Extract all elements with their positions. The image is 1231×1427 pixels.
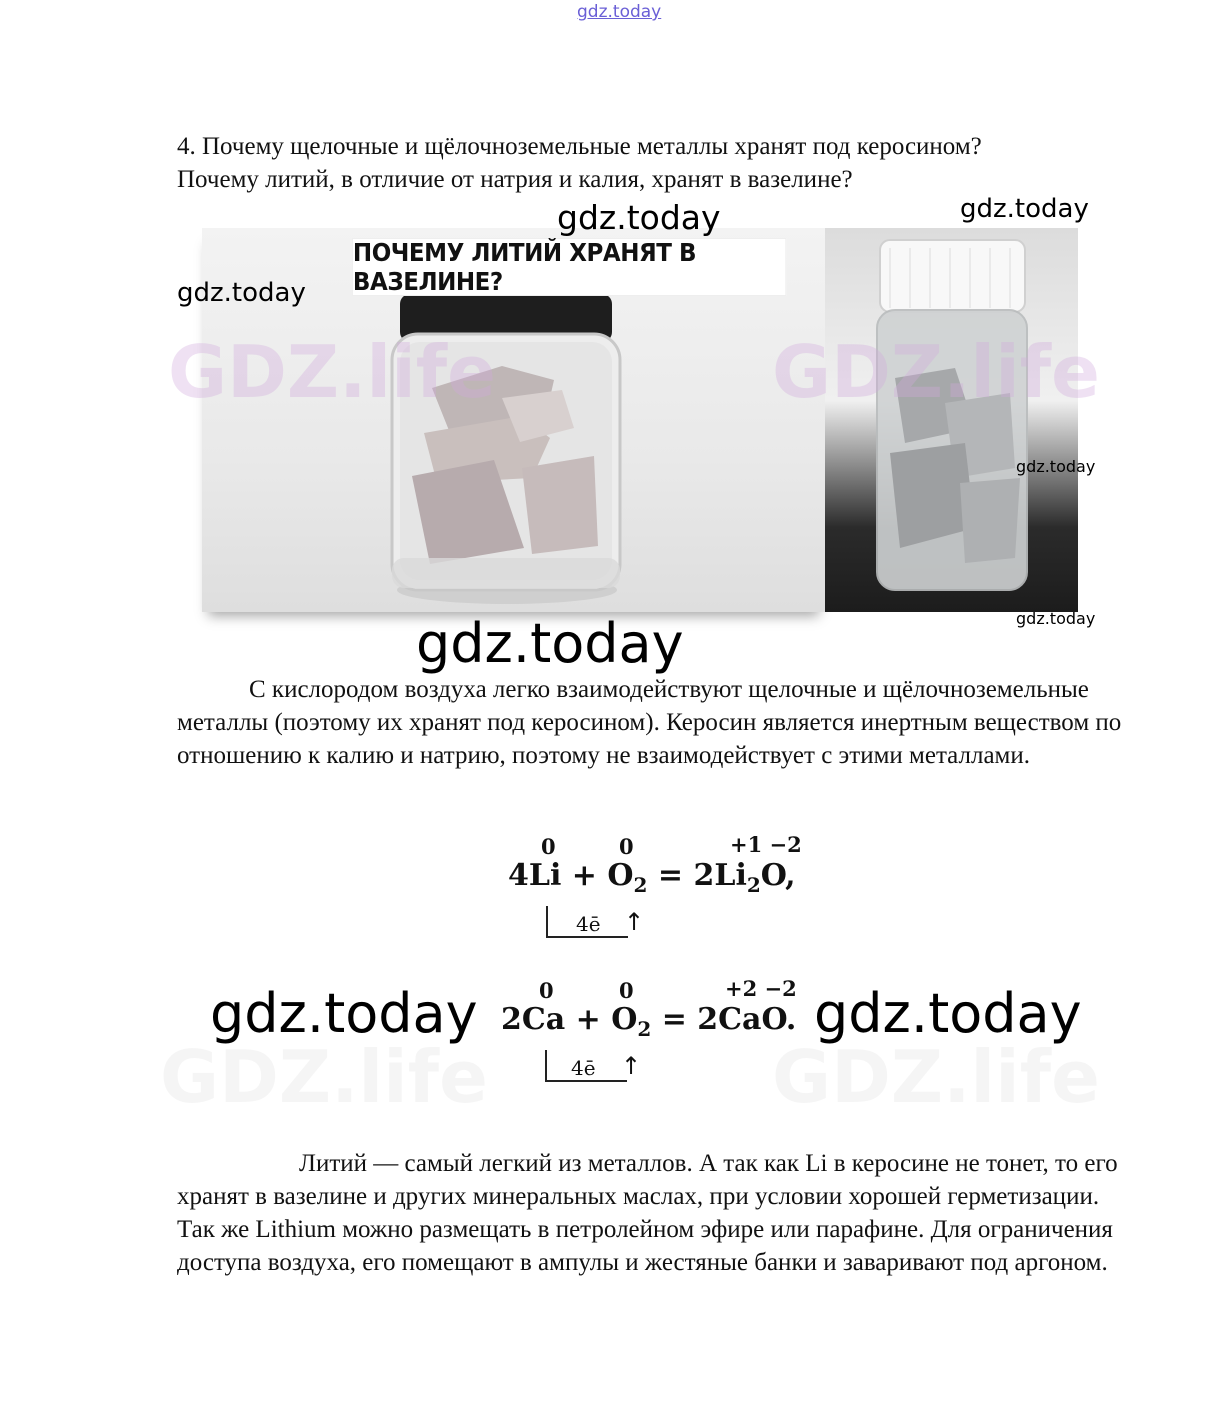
- paragraph-1: [177, 673, 1137, 772]
- ox-state-product: +1 −2: [730, 832, 802, 857]
- watermark-image-top: gdz.today: [557, 198, 721, 237]
- electron-label-2: 4ē: [571, 1056, 596, 1080]
- faint-logo-1: GDZ.life: [168, 330, 496, 414]
- question-line-2: Почему литий, в отличие от натрия и калия, хранят в вазелине?: [177, 166, 853, 193]
- ox-state-ca: 0: [539, 978, 554, 1003]
- equation-2: [497, 972, 827, 1092]
- faint-logo-3: GDZ.life: [160, 1035, 488, 1119]
- question-text: [177, 130, 1137, 196]
- arrow-up-icon: ↑: [621, 1052, 642, 1080]
- jar-illustration-right: [825, 228, 1078, 612]
- watermark-image-mid-small: gdz.today: [1016, 457, 1096, 476]
- watermark-eq-right: gdz.today: [814, 982, 1082, 1045]
- watermark-below-image: gdz.today: [416, 612, 684, 675]
- equation-1: [500, 820, 860, 950]
- paragraph-1-text: С кислородом воздуха легко взаимодействуют щелочные и щёлочноземельные металлы (поэтому их хранят под керосином). Керосин является инертным веществом по отношению к калию и натрию, поэтому не взаимодействует с этими металлами.: [177, 676, 1122, 769]
- watermark-eq-left: gdz.today: [210, 982, 478, 1045]
- photo-lithium-jar-right: [825, 228, 1078, 612]
- watermark-top[interactable]: gdz.today: [577, 2, 662, 22]
- faint-logo-4: GDZ.life: [772, 1035, 1100, 1119]
- faint-logo-2: GDZ.life: [772, 330, 1100, 414]
- watermark-image-left: gdz.today: [177, 278, 306, 308]
- watermark-image-bottom-small: gdz.today: [1016, 609, 1096, 628]
- photo-banner-title: ПОЧЕМУ ЛИТИЙ ХРАНЯТ В ВАЗЕЛИНЕ?: [352, 238, 786, 296]
- equation-2-formula: $2Ca + O_2 = 2CaO$.: [501, 1002, 797, 1041]
- equation-1-formula: $4Li + O_2 = 2Li_2O$,: [508, 858, 796, 897]
- paragraph-2-text: Литий — самый легкий из металлов. А так как Li в керосине не тонет, то его хранят в вазелине и других минеральных маслах, при условии хорошей герметизации. Так же Lithium можно размещать в петролейном эфире или парафине. Для ограничения доступа воздуха, его помещают в ампулы и жестяные банки и заваривают под аргоном.: [177, 1150, 1118, 1276]
- paragraph-2: [177, 1147, 1137, 1279]
- electron-label-1: 4ē: [576, 912, 601, 936]
- question-line-1: 4. Почему щелочные и щёлочноземельные металлы хранят под керосином?: [177, 133, 982, 160]
- arrow-up-icon: ↑: [624, 908, 645, 936]
- watermark-image-right-top: gdz.today: [960, 194, 1089, 224]
- ox-state-li: 0: [541, 834, 556, 859]
- ox-state-o-2: 0: [619, 978, 634, 1003]
- ox-state-product-2: +2 −2: [725, 976, 797, 1001]
- ox-state-o: 0: [619, 834, 634, 859]
